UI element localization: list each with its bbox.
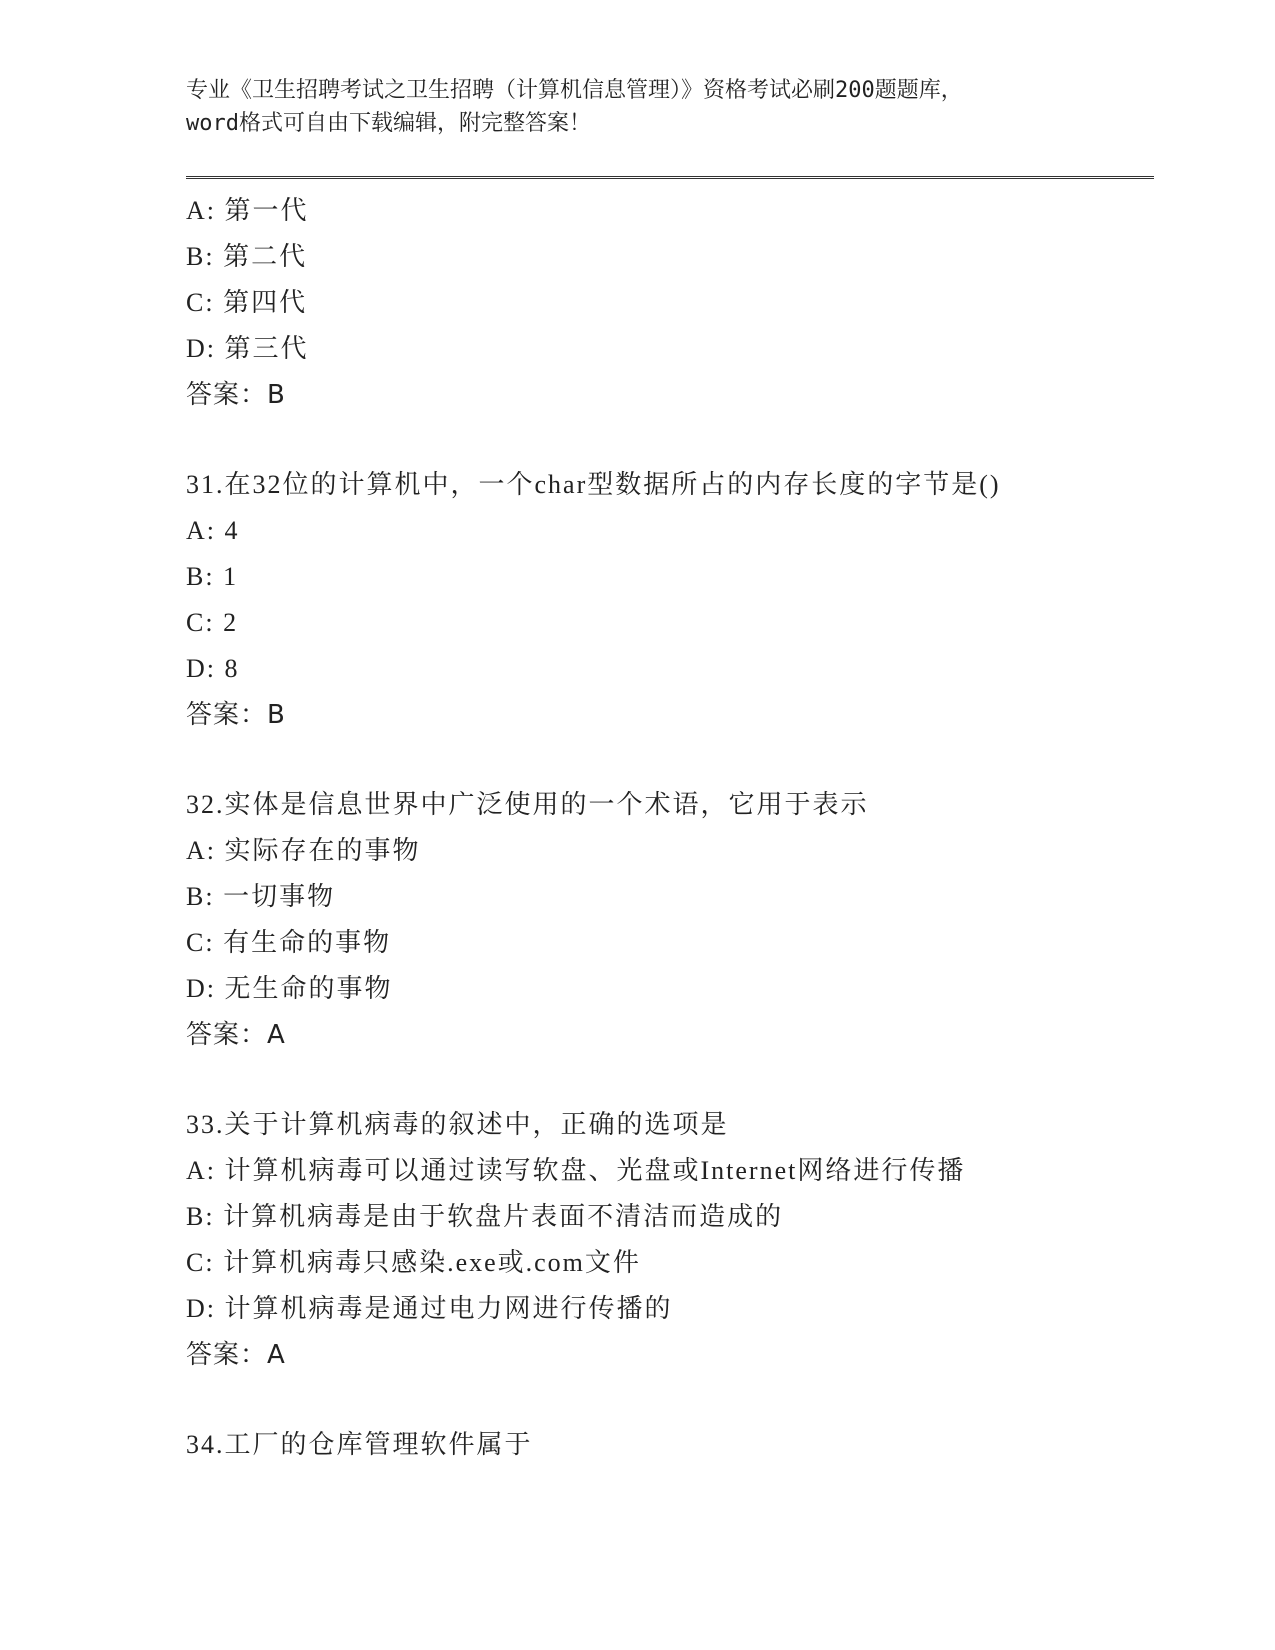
spacer (186, 1378, 1146, 1422)
option-b: B: 计算机病毒是由于软盘片表面不清洁而造成的 (186, 1202, 784, 1231)
option-c: C: 第四代 (186, 288, 308, 317)
option-b: B: 一切事物 (186, 882, 336, 911)
option-d: D: 无生命的事物 (186, 974, 393, 1003)
option-b: B: 1 (186, 562, 239, 591)
option-d: D: 8 (186, 654, 240, 683)
question-text: 34.工厂的仓库管理软件属于 (186, 1430, 533, 1459)
question-text: 32.实体是信息世界中广泛使用的一个术语，它用于表示 (186, 790, 869, 819)
spacer (186, 738, 1146, 782)
question-34-block (186, 1422, 1146, 1468)
document-header (186, 74, 1086, 140)
question-30-block (186, 188, 1146, 418)
option-a: A: 实际存在的事物 (186, 836, 421, 865)
question-31-block (186, 462, 1146, 738)
question-32-block (186, 782, 1146, 1058)
answer-line: 答案：B (186, 380, 286, 410)
option-d: D: 计算机病毒是通过电力网进行传播的 (186, 1294, 673, 1323)
option-c: C: 计算机病毒只感染.exe或.com文件 (186, 1248, 641, 1277)
option-d: D: 第三代 (186, 334, 309, 363)
question-text: 31.在32位的计算机中，一个char型数据所占的内存长度的字节是() (186, 470, 1001, 499)
header-title-line-1: 专业《卫生招聘考试之卫生招聘（计算机信息管理）》资格考试必刷200题题库， (186, 78, 963, 103)
answer-line: 答案：A (186, 1020, 286, 1050)
spacer (186, 418, 1146, 462)
header-title-line-2: word格式可自由下载编辑，附完整答案！ (186, 111, 591, 136)
answer-line: 答案：B (186, 700, 286, 730)
question-list (186, 188, 1146, 1468)
question-33-block (186, 1102, 1146, 1378)
header-divider (186, 176, 1154, 179)
option-c: C: 2 (186, 608, 239, 637)
option-b: B: 第二代 (186, 242, 308, 271)
spacer (186, 1058, 1146, 1102)
question-text: 33.关于计算机病毒的叙述中，正确的选项是 (186, 1110, 729, 1139)
option-a: A: 计算机病毒可以通过读写软盘、光盘或Internet网络进行传播 (186, 1156, 966, 1185)
option-c: C: 有生命的事物 (186, 928, 392, 957)
option-a: A: 4 (186, 516, 240, 545)
answer-line: 答案：A (186, 1340, 286, 1370)
option-a: A: 第一代 (186, 196, 309, 225)
